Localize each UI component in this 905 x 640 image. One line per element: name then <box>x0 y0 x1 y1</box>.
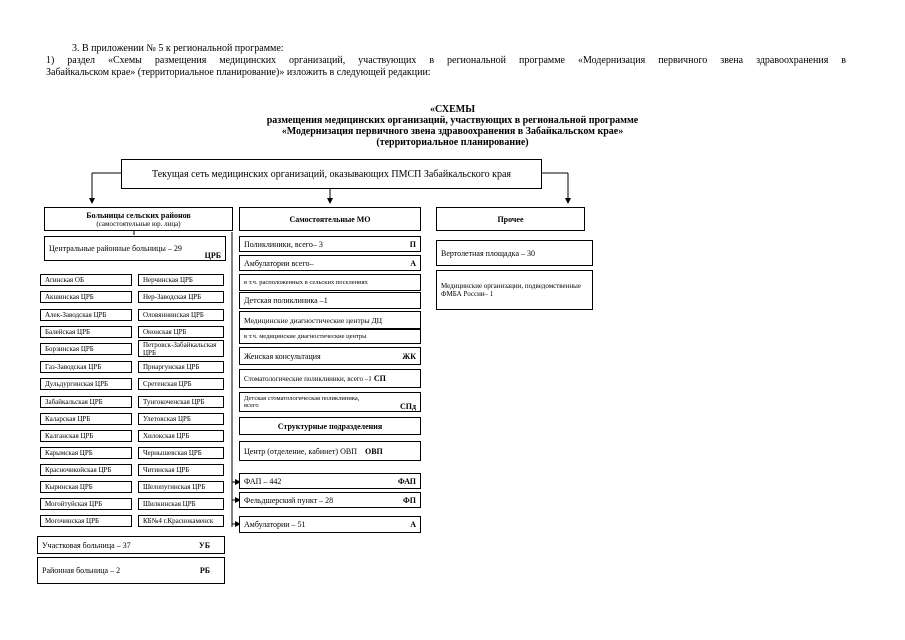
mo-item-label: Амбулатории всего– <box>244 258 314 268</box>
mo-item-abbr: СПд <box>399 402 416 411</box>
crb-item-label: Петровск-Забайкальская ЦРБ <box>143 340 217 357</box>
ub-label: Участковая больница – 37 <box>42 540 131 550</box>
crb-label: Центральные районные больницы – 29 <box>49 244 182 253</box>
crb-item <box>138 464 224 476</box>
rb-box <box>37 557 225 584</box>
crb-item <box>138 326 224 338</box>
crb-item-label: Газ-Заводская ЦРБ <box>45 363 102 371</box>
crb-item <box>138 430 224 442</box>
mo-item-abbr: П <box>409 239 416 249</box>
crb-item-label: Читинская ЦРБ <box>143 466 190 474</box>
crb-item-label: Оловяннинская ЦРБ <box>143 311 204 319</box>
crb-box <box>44 236 226 261</box>
crb-item <box>40 447 132 459</box>
mo-item-dental-polyclinics <box>239 369 421 388</box>
crb-item <box>138 340 224 357</box>
crb-item <box>138 515 224 527</box>
other-title: Прочее <box>497 214 524 224</box>
crb-item-label: Красночикойская ЦРБ <box>45 466 112 474</box>
crb-item <box>40 326 132 338</box>
mo-item-label: Женская консультация <box>244 351 321 361</box>
struct-item-abbr: ФАП <box>397 476 416 486</box>
crb-item <box>40 413 132 425</box>
mo-item-label: в т.ч. расположенных в сельских поселениях <box>244 279 368 286</box>
rural-hospitals-header <box>44 207 233 231</box>
crb-item <box>138 481 224 493</box>
mo-item-label: в т.ч. медицинские диагностические центры <box>244 333 367 340</box>
helipad-box <box>436 240 593 266</box>
mo-item-womens-consultation <box>239 347 421 365</box>
mo-item-polyclinics <box>239 236 421 252</box>
crb-item <box>138 291 224 303</box>
crb-item <box>40 498 132 510</box>
crb-item-label: Могойтуйская ЦРБ <box>45 500 103 508</box>
crb-item-label: Калганская ЦРБ <box>45 432 94 440</box>
scheme-subtitle-1: размещения медицинских организаций, участвующих в региональной программе <box>266 115 639 126</box>
crb-item <box>138 413 224 425</box>
struct-item-abbr: ФП <box>402 495 416 505</box>
scheme-subtitle-3: (территориальное планирование) <box>376 137 529 148</box>
rural-hospitals-subtitle: (самостоятельные юр. лица) <box>96 219 181 228</box>
mo-item-abbr: ЖК <box>402 351 416 361</box>
scheme-title: «СХЕМЫ <box>429 104 476 115</box>
crb-item-label: Каларская ЦРБ <box>45 415 91 423</box>
crb-item <box>138 396 224 408</box>
structural-units-header <box>239 417 421 435</box>
crb-item <box>40 378 132 390</box>
mo-item-ambulatories <box>239 255 421 271</box>
crb-item <box>138 498 224 510</box>
other-header <box>436 207 585 231</box>
crb-item-label: Дульдургинская ЦРБ <box>45 380 109 388</box>
crb-item-label: Чернышевская ЦРБ <box>143 449 202 457</box>
mo-item-label: Детская стоматологическая поликлиника, всего <box>244 395 360 409</box>
crb-item-label: Тунгокоченская ЦРБ <box>143 398 205 406</box>
root-network-box <box>121 159 542 189</box>
struct-item-abbr: ОВП <box>364 446 383 456</box>
mo-item-abbr: СП <box>373 374 386 383</box>
crb-item-label: Шилкинская ЦРБ <box>143 500 196 508</box>
struct-item-ambulatories <box>239 516 421 533</box>
crb-item <box>40 274 132 286</box>
crb-item-label: Шелопугинская ЦРБ <box>143 483 206 491</box>
crb-abbr: ЦРБ <box>204 251 221 260</box>
ub-box <box>37 536 225 554</box>
mo-item-children-dental <box>239 392 421 412</box>
struct-item-fp <box>239 492 421 508</box>
crb-item-label: КБ№4 г.Краснокаменск <box>143 517 214 525</box>
crb-item-label: Акшинская ЦРБ <box>45 293 94 301</box>
crb-item-label: Улетовская ЦРБ <box>143 415 191 423</box>
crb-item <box>40 430 132 442</box>
crb-item-label: Могочинская ЦРБ <box>45 517 100 525</box>
crb-item <box>138 361 224 373</box>
crb-item-label: Агинская ОБ <box>45 276 84 284</box>
crb-item <box>40 396 132 408</box>
crb-item <box>40 343 132 355</box>
mo-item-label: Стоматологические поликлиники, всего –1 <box>244 374 372 383</box>
mo-item-label: Детская поликлиника –1 <box>244 296 328 305</box>
helipad-label: Вертолетная площадка – 30 <box>441 248 535 258</box>
crb-item <box>138 447 224 459</box>
rural-hospitals-title: Больницы сельских районов <box>86 210 191 220</box>
fmba-label: Медицинские организации, подведомственные ФМБА России– 1 <box>441 282 581 298</box>
crb-item <box>40 309 132 321</box>
mo-item-children-polyclinic <box>239 292 421 309</box>
crb-item <box>40 291 132 303</box>
independent-mo-title: Самостоятельные МО <box>289 214 371 224</box>
intro-line-2: 1) раздел «Схемы размещения медицинских организаций, участвующих в региональной программе «Модернизация первичного звена здравоохранения в <box>46 55 846 66</box>
crb-item <box>40 481 132 493</box>
crb-item-label: Карымская ЦРБ <box>45 449 93 457</box>
mo-item-label: Поликлиники, всего– 3 <box>244 239 323 249</box>
intro-line-1: 3. В приложении № 5 к региональной программе: <box>72 43 284 54</box>
crb-item <box>40 361 132 373</box>
struct-item-label: Фельдшерский пункт – 28 <box>244 495 334 505</box>
ub-abbr: УБ <box>198 540 210 550</box>
struct-item-label: ФАП – 442 <box>244 476 282 486</box>
rb-label: Районная больница – 2 <box>42 566 121 575</box>
independent-mo-header <box>239 207 421 231</box>
crb-item-label: Борзинская ЦРБ <box>45 345 94 353</box>
struct-item-abbr: А <box>410 520 416 529</box>
crb-item-label: Ононская ЦРБ <box>143 328 187 336</box>
crb-item-label: Нерчинская ЦРБ <box>143 276 193 284</box>
intro-line-3: Забайкальском крае» (территориальное планирование)» изложить в следующей редакции: <box>46 67 431 78</box>
mo-item-rural-ambulatories <box>239 274 421 291</box>
struct-item-label: Амбулатории – 51 <box>244 520 306 529</box>
crb-item-label: Хилокская ЦРБ <box>143 432 190 440</box>
crb-item <box>40 515 132 527</box>
crb-item-label: Нер-Заводская ЦРБ <box>143 293 202 301</box>
struct-item-ovp <box>239 441 421 461</box>
struct-item-fap <box>239 473 421 489</box>
root-network-label: Текущая сеть медицинских организаций, оказывающих ПМСП Забайкальского края <box>151 168 512 180</box>
crb-item <box>40 464 132 476</box>
scheme-subtitle-2: «Модернизация первичного звена здравоохранения в Забайкальском крае» <box>281 126 624 137</box>
structural-units-title: Структурные подразделения <box>277 421 383 431</box>
crb-item-label: Балейская ЦРБ <box>45 328 90 336</box>
mo-item-label: Медицинские диагностические центры ДЦ <box>244 315 383 325</box>
mo-item-diagnostic-centers <box>239 311 421 329</box>
crb-item-label: Кыринская ЦРБ <box>45 483 93 491</box>
rb-abbr: РБ <box>199 566 210 575</box>
crb-item <box>138 378 224 390</box>
mo-item-abbr: А <box>410 258 416 268</box>
fmba-box <box>436 270 593 310</box>
crb-item-label: Сретенская ЦРБ <box>143 380 192 388</box>
mo-item-diagnostic-centers-sub <box>239 329 421 344</box>
struct-item-label: Центр (отделение, кабинет) ОВП <box>244 446 357 456</box>
crb-item-label: Забайкальская ЦРБ <box>45 398 103 406</box>
crb-item-label: Алек-Заводская ЦРБ <box>45 311 107 319</box>
crb-item <box>138 309 224 321</box>
crb-item-label: Приаргунская ЦРБ <box>143 363 200 371</box>
crb-item <box>138 274 224 286</box>
